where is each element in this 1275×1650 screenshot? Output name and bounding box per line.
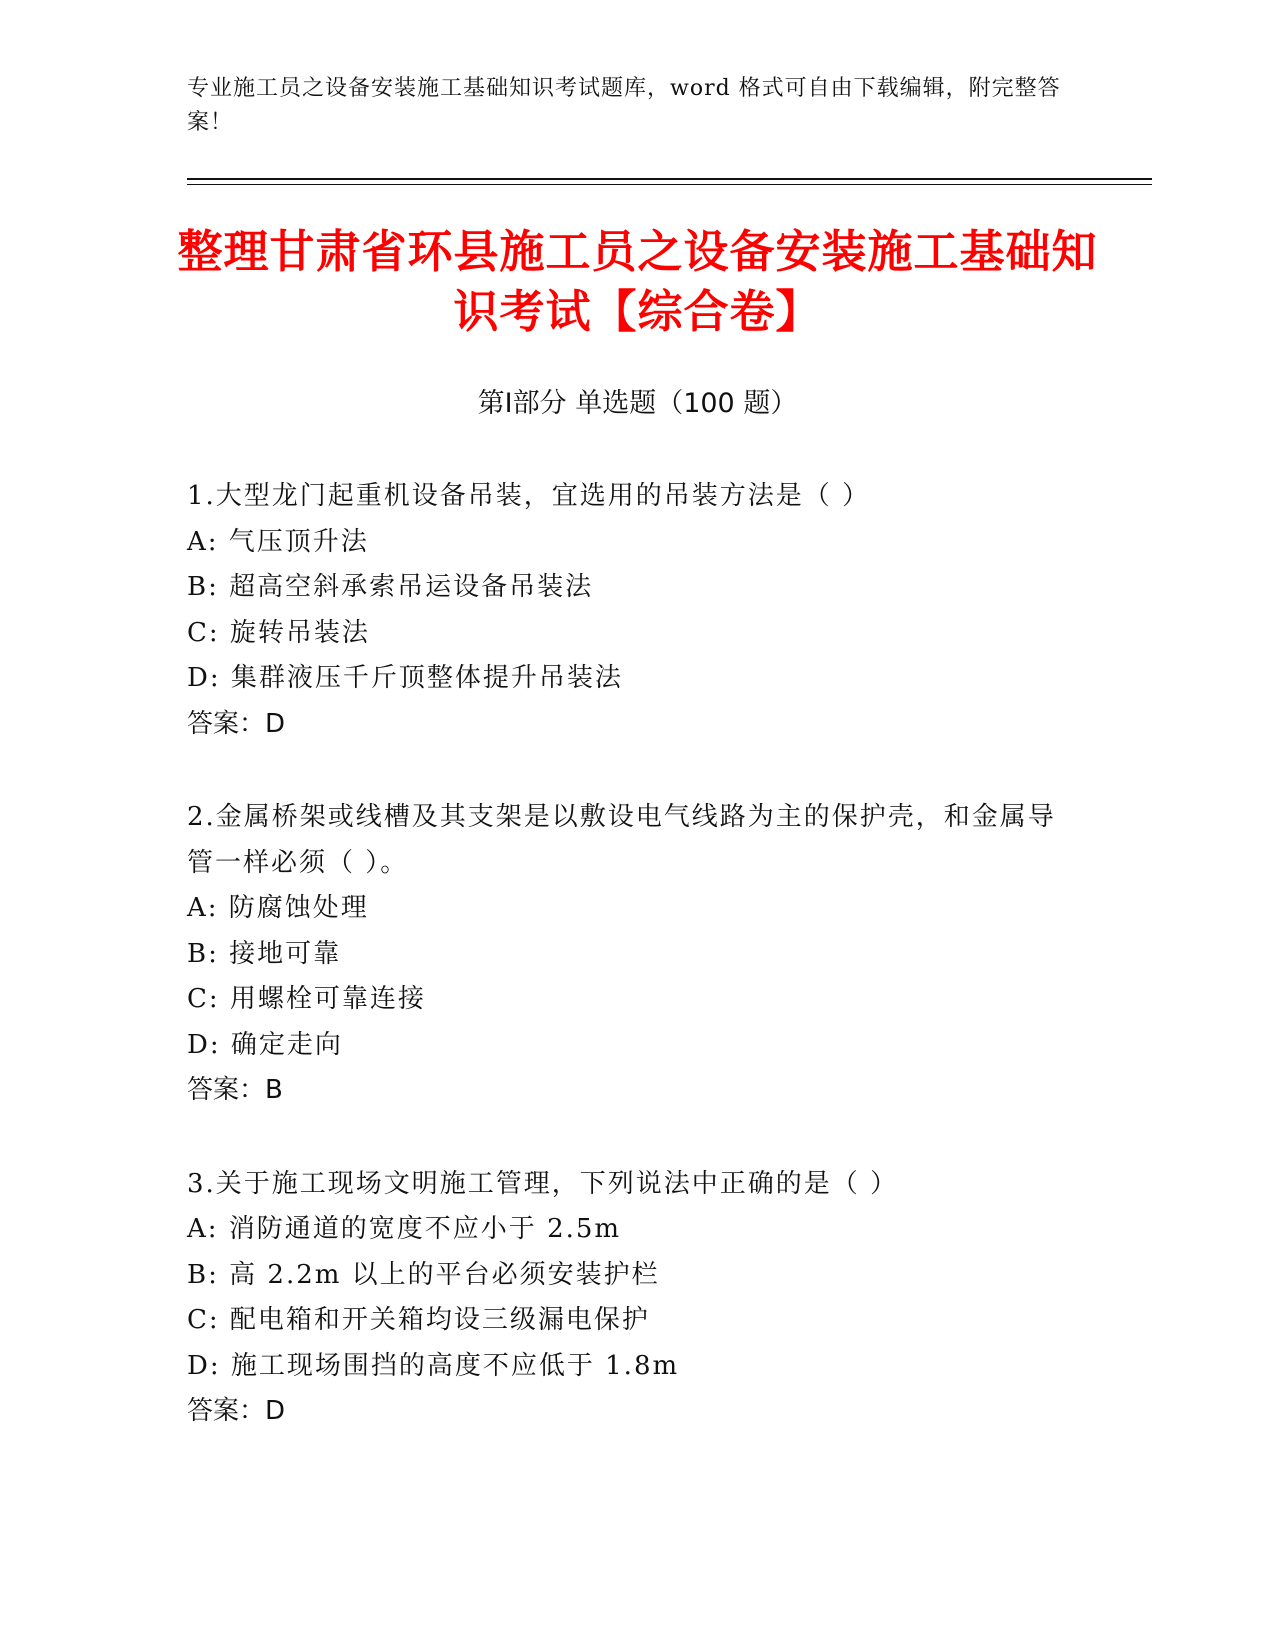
option-a: A: 防腐蚀处理 bbox=[187, 893, 369, 923]
question-1 bbox=[187, 474, 1067, 747]
option-d: D: 集群液压千斤顶整体提升吊装法 bbox=[187, 663, 623, 693]
question-3 bbox=[187, 1162, 1067, 1435]
option-b: B: 接地可靠 bbox=[187, 938, 342, 969]
question-text: 1.大型龙门起重机设备吊装，宜选用的吊装方法是（ ） bbox=[187, 481, 871, 511]
option-c: C: 旋转吊装法 bbox=[187, 617, 370, 648]
option-c: C: 用螺栓可靠连接 bbox=[187, 984, 426, 1014]
section-title: 第Ⅰ部分 单选题（100 题） bbox=[477, 388, 798, 419]
answer: 答案：B bbox=[187, 1075, 283, 1105]
question-list bbox=[187, 474, 1067, 1483]
option-a: A: 气压顶升法 bbox=[187, 526, 369, 557]
option-c: C: 配电箱和开关箱均设三级漏电保护 bbox=[187, 1305, 650, 1335]
answer: 答案：D bbox=[187, 1396, 286, 1426]
question-text: 2.金属桥架或线槽及其支架是以敷设电气线路为主的保护壳，和金属导管一样必须（ ）。 bbox=[187, 802, 1056, 878]
option-d: D: 确定走向 bbox=[187, 1029, 343, 1060]
question-2 bbox=[187, 795, 1067, 1114]
answer: 答案：D bbox=[187, 708, 286, 739]
header-divider-thin bbox=[187, 184, 1152, 185]
option-b: B: 超高空斜承索吊运设备吊装法 bbox=[187, 572, 594, 602]
header-divider bbox=[187, 178, 1152, 180]
option-d: D: 施工现场围挡的高度不应低于 1.8m bbox=[187, 1350, 680, 1381]
header-note: 专业施工员之设备安装施工基础知识考试题库，word 格式可自由下载编辑，附完整答案！ bbox=[187, 76, 1061, 135]
question-text: 3.关于施工现场文明施工管理，下列说法中正确的是（ ） bbox=[187, 1168, 899, 1199]
option-a: A: 消防通道的宽度不应小于 2.5m bbox=[187, 1214, 622, 1244]
option-b: B: 高 2.2m 以上的平台必须安装护栏 bbox=[187, 1259, 660, 1290]
document-title: 整理甘肃省环县施工员之设备安装施工基础知识考试【综合卷】 bbox=[177, 225, 1098, 338]
